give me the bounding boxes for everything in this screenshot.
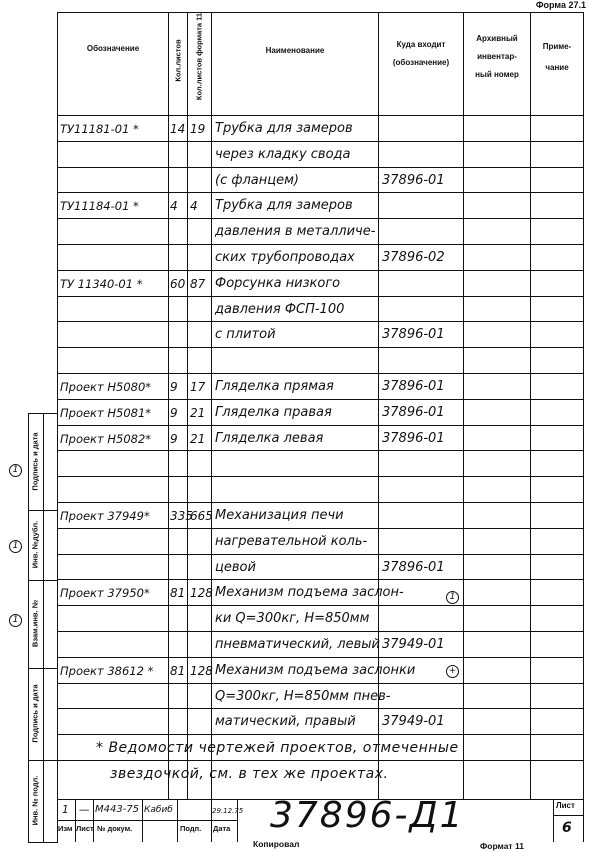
row-line xyxy=(57,657,584,658)
strip-left-2 xyxy=(43,413,44,843)
row-format-sheets: 665 xyxy=(190,509,213,523)
row-sheet-count: 81 xyxy=(170,663,186,678)
row-name: (с фланцем) xyxy=(215,172,299,188)
tb-col-1 xyxy=(75,799,76,842)
row-line xyxy=(57,450,584,451)
row-format-sheets: 21 xyxy=(190,405,206,420)
header-name: Наименование xyxy=(265,46,325,55)
row-name: матический, правый xyxy=(215,714,356,730)
titleblock-sheet-line xyxy=(553,815,584,816)
tb-sheet-value: — xyxy=(79,804,90,816)
col-line-1 xyxy=(168,12,169,799)
row-line xyxy=(57,270,584,271)
header-designation: Обозначение xyxy=(86,44,140,53)
row-name: давления ФСП-100 xyxy=(215,301,345,317)
header-format-sheets: Кол.листов формата 11 xyxy=(194,12,204,101)
row-sheet-count: 81 xyxy=(170,586,186,601)
col-line-4 xyxy=(378,12,379,799)
header-archive-2: инвентар- xyxy=(477,52,517,61)
row-format-sheets: 4 xyxy=(190,199,198,214)
row-designation: Проект 38612 * xyxy=(60,663,154,678)
row-line xyxy=(57,760,584,761)
row-where-used: 37949-01 xyxy=(382,637,445,652)
row-where-used: 37896-01 xyxy=(382,430,445,446)
row-line xyxy=(57,425,584,426)
row-designation: ТУ 11340-01 * xyxy=(60,276,143,291)
revision-mark-icon: 1 xyxy=(9,464,22,477)
col-line-5 xyxy=(463,12,464,799)
row-name: давления в металличе- xyxy=(215,224,376,240)
row-name: Q=300кг, Н=850мм пнев- xyxy=(215,688,391,704)
row-line xyxy=(57,683,584,684)
format-label: Формат 11 xyxy=(480,841,524,851)
tb-sign-value: Кабиб xyxy=(144,805,173,815)
row-line xyxy=(57,296,584,297)
row-name: нагревательной коль- xyxy=(215,533,368,549)
row-name: пневматический, левый xyxy=(215,637,380,652)
tb-col-date-label: Дата xyxy=(213,824,231,833)
revision-mark-icon: 1 xyxy=(446,591,459,604)
tb-col-sign-label: Подп. xyxy=(180,824,202,833)
row-line xyxy=(57,244,584,245)
header-note-1: Приме- xyxy=(542,42,572,51)
row-name: Гляделка левая xyxy=(215,430,324,446)
row-name: Трубка для замеров xyxy=(215,121,353,136)
row-name: Форсунка низкого xyxy=(215,275,341,291)
row-format-sheets: 21 xyxy=(190,431,206,446)
tb-change-value: 1 xyxy=(62,804,69,816)
row-format-sheets: 87 xyxy=(190,276,206,291)
row-designation: Проект Н5081* xyxy=(60,405,152,420)
row-sheet-count: 14 xyxy=(170,122,186,136)
header-bottom-line xyxy=(57,115,584,116)
tb-col-sheet-label: Лист xyxy=(76,824,94,833)
row-where-used: 37896-02 xyxy=(382,250,445,265)
row-name: цевой xyxy=(215,559,256,575)
frame-left xyxy=(57,12,58,842)
row-line xyxy=(57,167,584,168)
row-line xyxy=(57,631,584,632)
row-line xyxy=(57,373,584,374)
strip-inv-dup: Инв. №дубл. xyxy=(30,520,40,569)
tb-col-change-label: Изм xyxy=(58,824,73,833)
row-designation: ТУ11181-01 * xyxy=(60,122,139,136)
footnote-line-2: звездочкой, см. в тех же проектах. xyxy=(110,766,389,782)
document-code: 37896-Д1 xyxy=(270,795,465,836)
row-line xyxy=(57,218,584,219)
row-line xyxy=(57,347,584,348)
strip-top xyxy=(28,413,58,414)
row-line xyxy=(57,476,584,477)
frame-right xyxy=(583,12,584,842)
tb-date-value: 29.12.75 xyxy=(212,807,244,815)
row-name: Гляделка прямая xyxy=(215,379,334,394)
tb-col-2 xyxy=(93,799,94,842)
col-line-6 xyxy=(530,12,531,799)
col-line-2 xyxy=(187,12,188,799)
header-archive-1: Архивный xyxy=(476,34,518,43)
form-label: Форма 27.1 xyxy=(535,0,586,10)
row-line xyxy=(57,528,584,529)
row-line xyxy=(57,141,584,142)
row-sheet-count: 9 xyxy=(170,380,178,394)
row-sheet-count: 9 xyxy=(170,431,178,446)
tb-sheet-label: Лист xyxy=(556,801,575,810)
row-sheet-count: 4 xyxy=(170,199,178,214)
copied-label: Копировал xyxy=(253,839,300,849)
header-sheet-count: Кол.листов xyxy=(173,39,183,82)
row-designation: Проект Н5080* xyxy=(60,380,152,394)
row-name: Механизм подъема заслон- xyxy=(215,585,404,601)
row-where-used: 37896-01 xyxy=(382,404,445,420)
strip-replace-inv: Взам.инв. № xyxy=(30,599,40,648)
header-archive-3: ный номер xyxy=(475,70,519,79)
frame-top xyxy=(57,12,584,13)
titleblock-row-line xyxy=(57,820,237,821)
strip-left-1 xyxy=(28,413,29,843)
row-designation: Проект 37949* xyxy=(60,509,150,523)
row-designation: Проект 37950* xyxy=(60,586,150,601)
row-where-used: 37896-01 xyxy=(382,559,445,575)
row-name: Механизм подъема заслонки xyxy=(215,662,416,678)
row-line xyxy=(57,605,584,606)
tb-col-docnum-label: № докум. xyxy=(97,824,133,833)
tb-docnum-value: М443-75 xyxy=(95,804,140,815)
row-designation: Проект Н5082* xyxy=(60,431,152,446)
row-where-used: 37896-01 xyxy=(382,172,445,188)
row-name: Механизация печи xyxy=(215,508,344,523)
tb-sheet-number: 6 xyxy=(562,820,572,836)
row-name: ки Q=300кг, Н=850мм xyxy=(215,611,370,627)
row-sheet-count: 335 xyxy=(170,509,193,523)
row-line xyxy=(57,579,584,580)
row-sheet-count: 9 xyxy=(170,405,178,420)
row-line xyxy=(57,708,584,709)
header-where-used-1: Куда входит xyxy=(396,40,446,49)
tb-col-3 xyxy=(142,799,143,842)
col-line-3 xyxy=(211,12,212,799)
strip-inv-orig: Инв. № подл. xyxy=(30,775,40,826)
row-designation: ТУ11184-01 * xyxy=(60,199,139,214)
row-line xyxy=(57,192,584,193)
row-line xyxy=(57,502,584,503)
tb-col-4 xyxy=(177,799,178,842)
strip-bottom xyxy=(28,842,58,843)
revision-mark-circle-icon: + xyxy=(446,665,459,678)
row-name: Гляделка правая xyxy=(215,404,332,420)
tb-col-7 xyxy=(553,799,554,842)
row-where-used: 37949-01 xyxy=(382,714,445,730)
row-name: через кладку свода xyxy=(215,146,351,162)
row-format-sheets: 128 xyxy=(190,586,213,601)
row-line xyxy=(57,399,584,400)
row-where-used: 37896-01 xyxy=(382,379,445,394)
header-note-2: чание xyxy=(545,63,569,72)
header-where-used-2: (обозначение) xyxy=(392,58,450,67)
row-format-sheets: 17 xyxy=(190,380,206,394)
row-name: Трубка для замеров xyxy=(215,198,353,214)
footnote-line-1: * Ведомости чертежей проектов, отмеченные xyxy=(96,740,459,756)
strip-sign-date-2: Подпись и дата xyxy=(30,684,40,743)
row-where-used: 37896-01 xyxy=(382,327,445,343)
row-line xyxy=(57,321,584,322)
row-sheet-count: 60 xyxy=(170,276,186,291)
revision-mark-icon: 1 xyxy=(9,614,22,627)
row-name: ских трубопроводах xyxy=(215,250,355,265)
row-format-sheets: 19 xyxy=(190,122,206,136)
row-format-sheets: 128 xyxy=(190,663,213,678)
row-name: с плитой xyxy=(215,327,276,343)
row-line xyxy=(57,734,584,735)
row-line xyxy=(57,554,584,555)
strip-sign-date-1: Подпись и дата xyxy=(30,432,40,491)
revision-mark-icon: 1 xyxy=(9,540,22,553)
